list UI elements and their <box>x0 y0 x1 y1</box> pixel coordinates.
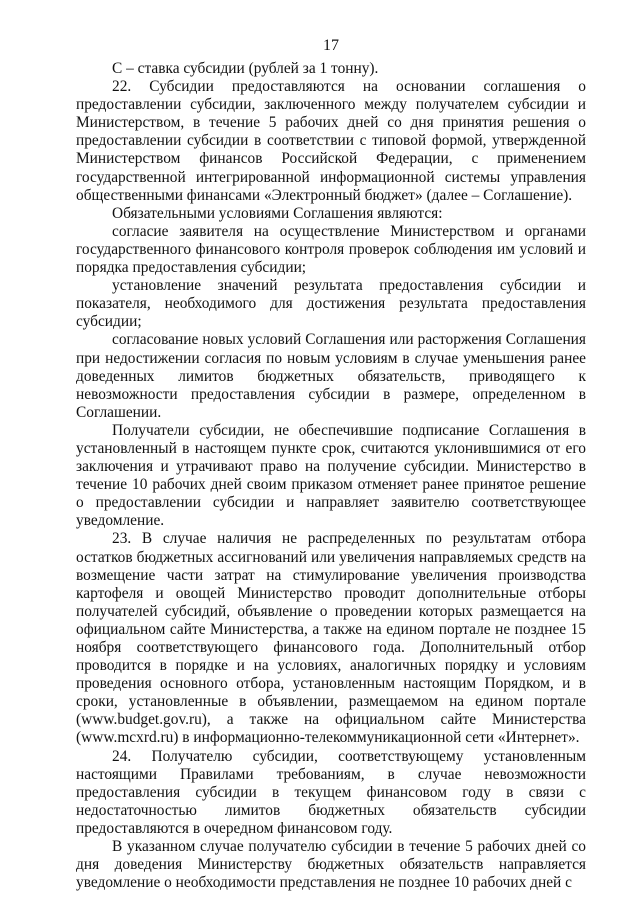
paragraph-23-additional-selection: 23. В случае наличия не распределенных по результатам отбора остатков бюджетных ассигнований или увеличения направляемых средств на возмещение части затрат на стимулирование увеличения производства картофеля и овощей Министерство проводит дополнительные отборы получателей субсидий, объявление о проведении которых размещается на официальном сайте Министерства, а также на едином портале не позднее 15 ноября соответствующего финансового года. Дополнительный отбор проводится в порядке и на условиях, аналогичных порядку и условиям проведения основного отбора, установленным настоящим Порядком, и в сроки, установленные в объявлении, размещаемом на едином портале (www.budget.gov.ru), а также на официальном сайте Министерства (www.mcxrd.ru) в информационно-телекоммуникационной сети «Интернет». <box>76 530 586 747</box>
paragraph-evasion: Получатели субсидии, не обеспечившие подписание Соглашения в установленный в настоящем пункте срок, считаются уклонившимися от его заключения и утрачивают право на получение субсидии. Министерство в течение 10 рабочих дней своим приказом отменяет ранее принятое решение о предоставлении субсидии и направляет заявителю соответствующее уведомление. <box>76 421 586 530</box>
paragraph-condition-result-values: установление значений результата предоставления субсидии и показателя, необходимого для достижения результата предоставления субсидии; <box>76 277 586 331</box>
paragraph-22-agreement: 22. Субсидии предоставляются на основании соглашения о предоставлении субсидии, заключенного между получателем субсидии и Министерством, в течение 5 рабочих дней со дня принятия решения о предоставлении субсидии в соответствии с типовой формой, утвержденной Министерством финансов Российской Федерации, с применением государственной интегрированной информационной системы управления общественными финансами «Электронный бюджет» (далее – Соглашение). <box>76 78 586 204</box>
paragraph-24-next-year: 24. Получателю субсидии, соответствующему установленным настоящими Правилами требованиям, в случае невозможности предоставления субсидии в текущем финансовом году в связи с недостаточностью лимитов бюджетных обязательств субсидии предоставляются в очередном финансовом году. <box>76 747 586 837</box>
paragraph-condition-consent: согласие заявителя на осуществление Министерством и органами государственного финансового контроля проверок соблюдения им условий и порядка предоставления субсидии; <box>76 222 586 277</box>
paragraph-notification: В указанном случае получателю субсидии в течение 5 рабочих дней со дня доведения Министерству бюджетных обязательств направляется уведомление о необходимости представления не позднее 10 рабочих дней с <box>76 838 586 892</box>
paragraph-conditions-heading: Обязательными условиями Соглашения являются: <box>112 204 443 222</box>
paragraph-condition-new-terms: согласование новых условий Соглашения или расторжения Соглашения при недостижении согласия по новым условиям в случае уменьшения ранее доведенных лимитов бюджетных обязательств, приводящего к невозможности предоставления субсидии в размере, определенном в Соглашении. <box>76 331 586 421</box>
paragraph-rate-definition: С – ставка субсидии (рублей за 1 тонну). <box>112 60 379 77</box>
page-number: 17 <box>323 37 339 54</box>
